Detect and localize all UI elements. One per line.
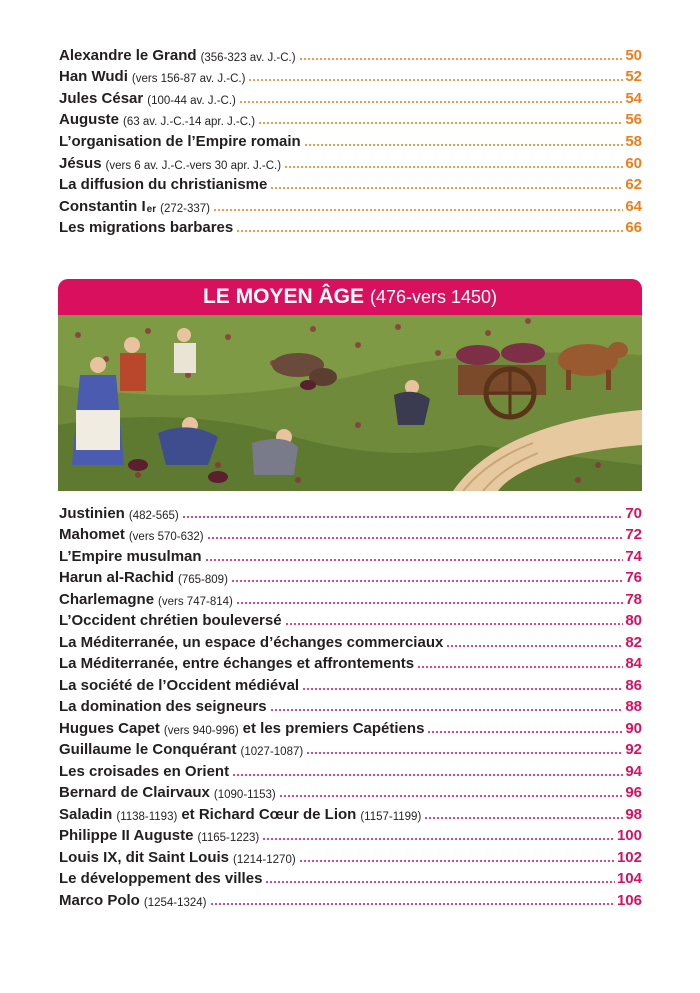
dot-leader: [279, 795, 624, 797]
entry-dates: (482-565): [128, 509, 179, 522]
toc-entry[interactable]: [59, 586, 642, 608]
entry-title: La Méditerranée, un espace d’échanges commerciaux: [59, 633, 444, 651]
dot-leader: [232, 774, 623, 776]
toc-entry[interactable]: [59, 629, 642, 651]
dot-leader: [239, 101, 623, 103]
dot-leader: [236, 602, 623, 604]
dot-leader: [424, 817, 623, 819]
entry-title: Les migrations barbares: [59, 219, 234, 237]
dot-leader: [427, 731, 623, 733]
entry-dates: (vers 940-996): [163, 724, 239, 737]
entry-page-number: 84: [625, 655, 642, 672]
entry-title: Hugues Capet: [59, 719, 160, 737]
entry-title: Constantin I: [59, 197, 146, 215]
toc-middle-ages-list: [59, 500, 642, 909]
dot-leader: [285, 623, 624, 625]
entry-title: Les croisades en Orient: [59, 762, 230, 780]
entry-dates: (1138-1193): [116, 810, 178, 823]
toc-entry[interactable]: [59, 522, 642, 544]
entry-page-number: 80: [625, 612, 642, 629]
entry-dates: (63 av. J.-C.-14 apr. J.-C.): [123, 116, 256, 129]
entry-title: La société de l’Occident médiéval: [59, 676, 300, 694]
entry-page-number: 72: [625, 526, 642, 543]
dot-leader: [207, 537, 624, 539]
toc-entry[interactable]: [59, 823, 642, 845]
toc-entry[interactable]: [59, 608, 642, 630]
entry-title: La Méditerranée, entre échanges et affrontements: [59, 655, 415, 672]
entry-dates: (vers 570-632): [128, 531, 204, 543]
toc-entry[interactable]: [59, 128, 642, 150]
dot-leader: [299, 860, 615, 862]
entry-page-number: 74: [625, 547, 642, 565]
entry-dates: (356-323 av. J.-C.): [200, 51, 296, 64]
entry-page-number: 94: [625, 762, 642, 780]
entry-page-number: 70: [625, 504, 642, 522]
dot-leader: [284, 166, 623, 168]
dot-leader: [306, 752, 623, 754]
entry-title: Auguste: [59, 111, 119, 129]
entry-title: La domination des seigneurs: [59, 698, 267, 715]
dot-leader: [258, 122, 623, 124]
section-header-moyen-age: [58, 279, 642, 315]
toc-entry[interactable]: [59, 694, 642, 716]
entry-dates: (1027-1087): [240, 746, 304, 758]
toc-entry[interactable]: [59, 758, 642, 780]
entry-title: Justinien: [59, 504, 125, 522]
toc-entry[interactable]: [59, 42, 642, 64]
entry-title: Marco Polo: [59, 891, 140, 909]
toc-entry[interactable]: [59, 193, 642, 215]
entry-dates: (272-337): [160, 202, 210, 215]
entry-page-number: 98: [625, 805, 642, 823]
entry-page-number: 88: [625, 698, 642, 715]
entry-page-number: 82: [625, 633, 642, 651]
dot-leader: [231, 580, 623, 582]
dot-leader: [210, 903, 615, 905]
entry-title: Louis IX, dit Saint Louis: [59, 848, 230, 866]
entry-page-number: 60: [625, 154, 642, 172]
entry-title: Saladin: [59, 805, 113, 823]
entry-title: Mahomet: [59, 526, 125, 543]
entry-page-number: 64: [625, 197, 642, 215]
dot-leader: [270, 709, 624, 711]
dot-leader: [205, 559, 624, 561]
section-title: LE MOYEN ÂGE: [202, 285, 364, 308]
section-date-range: (476-vers 1450): [369, 286, 498, 307]
dot-leader: [265, 881, 615, 883]
entry-dates: (1090-1153): [213, 789, 276, 801]
entry-page-number: 52: [625, 68, 642, 86]
entry-page-number: 96: [625, 784, 642, 801]
toc-entry[interactable]: [59, 64, 642, 86]
entry-page-number: 106: [616, 891, 642, 909]
toc-entry[interactable]: [59, 85, 642, 107]
entry-page-number: 78: [625, 590, 642, 608]
entry-title: La diffusion du christianisme: [59, 176, 268, 194]
entry-title-continuation: et les premiers Capétiens: [242, 719, 425, 737]
entry-page-number: 92: [625, 741, 642, 758]
medieval-harvest-illustration: [58, 315, 642, 491]
toc-entry[interactable]: [59, 215, 642, 237]
entry-page-number: 104: [616, 870, 642, 887]
dot-leader: [248, 79, 623, 81]
entry-title: L’Empire musulman: [59, 547, 202, 565]
toc-entry[interactable]: [59, 887, 642, 909]
entry-page-number: 54: [625, 89, 642, 107]
entry-page-number: 56: [625, 111, 642, 129]
entry-title: L’Occident chrétien bouleversé: [59, 612, 282, 629]
entry-dates: (vers 156-87 av. J.-C.): [131, 73, 246, 86]
dot-leader: [262, 838, 615, 840]
entry-page-number: 100: [616, 827, 642, 844]
entry-dates-secondary: (1157-1199): [360, 810, 422, 823]
entry-page-number: 58: [625, 132, 642, 150]
toc-entry[interactable]: [59, 150, 642, 172]
toc-entry[interactable]: [59, 801, 642, 823]
entry-title: Jésus: [59, 154, 102, 172]
dot-leader: [304, 144, 624, 146]
entry-title: Guillaume le Conquérant: [59, 741, 237, 758]
entry-title: Jules César: [59, 89, 144, 107]
entry-title-continuation: et Richard Cœur de Lion: [181, 805, 357, 823]
dot-leader: [236, 230, 623, 232]
dot-leader: [302, 688, 623, 690]
entry-dates: (1214-1270): [233, 853, 296, 866]
toc-entry[interactable]: [59, 543, 642, 565]
toc-entry[interactable]: [59, 651, 642, 673]
dot-leader: [182, 516, 624, 518]
toc-entry[interactable]: [59, 866, 642, 888]
entry-dates: (100-44 av. J.-C.): [147, 94, 236, 107]
illustration-drawing: [58, 315, 642, 491]
toc-entry[interactable]: [59, 107, 642, 129]
entry-page-number: 66: [625, 219, 642, 237]
entry-page-number: 86: [625, 676, 642, 694]
dot-leader: [446, 645, 623, 647]
entry-title-superscript: er: [146, 203, 157, 215]
entry-dates: (vers 747-814): [158, 595, 233, 608]
entry-title: Philippe II Auguste: [59, 827, 194, 844]
entry-title: Han Wudi: [59, 68, 128, 86]
dot-leader: [417, 666, 623, 668]
toc-entry[interactable]: [59, 172, 642, 194]
dot-leader: [299, 58, 624, 60]
entry-dates: (1165-1223): [197, 832, 260, 844]
entry-page-number: 102: [616, 848, 642, 866]
entry-title: L’organisation de l’Empire romain: [59, 132, 301, 150]
dot-leader: [213, 209, 623, 211]
entry-title: Charlemagne: [59, 590, 155, 608]
entry-page-number: 76: [625, 569, 642, 586]
entry-page-number: 50: [625, 46, 642, 64]
entry-title: Alexandre le Grand: [59, 46, 197, 64]
entry-page-number: 90: [625, 719, 642, 737]
toc-entry[interactable]: [59, 500, 642, 522]
entry-page-number: 62: [625, 176, 642, 194]
entry-dates: (vers 6 av. J.-C.-vers 30 apr. J.-C.): [105, 159, 282, 172]
entry-dates: (1254-1324): [143, 896, 207, 909]
entry-title: Harun al-Rachid: [59, 569, 175, 586]
toc-entry[interactable]: [59, 565, 642, 587]
dot-leader: [270, 187, 623, 189]
toc-entry[interactable]: [59, 672, 642, 694]
entry-dates: (765-809): [178, 574, 228, 586]
toc-entry[interactable]: [59, 737, 642, 759]
toc-entry[interactable]: [59, 844, 642, 866]
entry-title: Bernard de Clairvaux: [59, 784, 210, 801]
toc-entry[interactable]: [59, 715, 642, 737]
entry-title: Le développement des villes: [59, 870, 263, 887]
toc-entry[interactable]: [59, 780, 642, 802]
toc-antiquity-list: [59, 42, 642, 236]
